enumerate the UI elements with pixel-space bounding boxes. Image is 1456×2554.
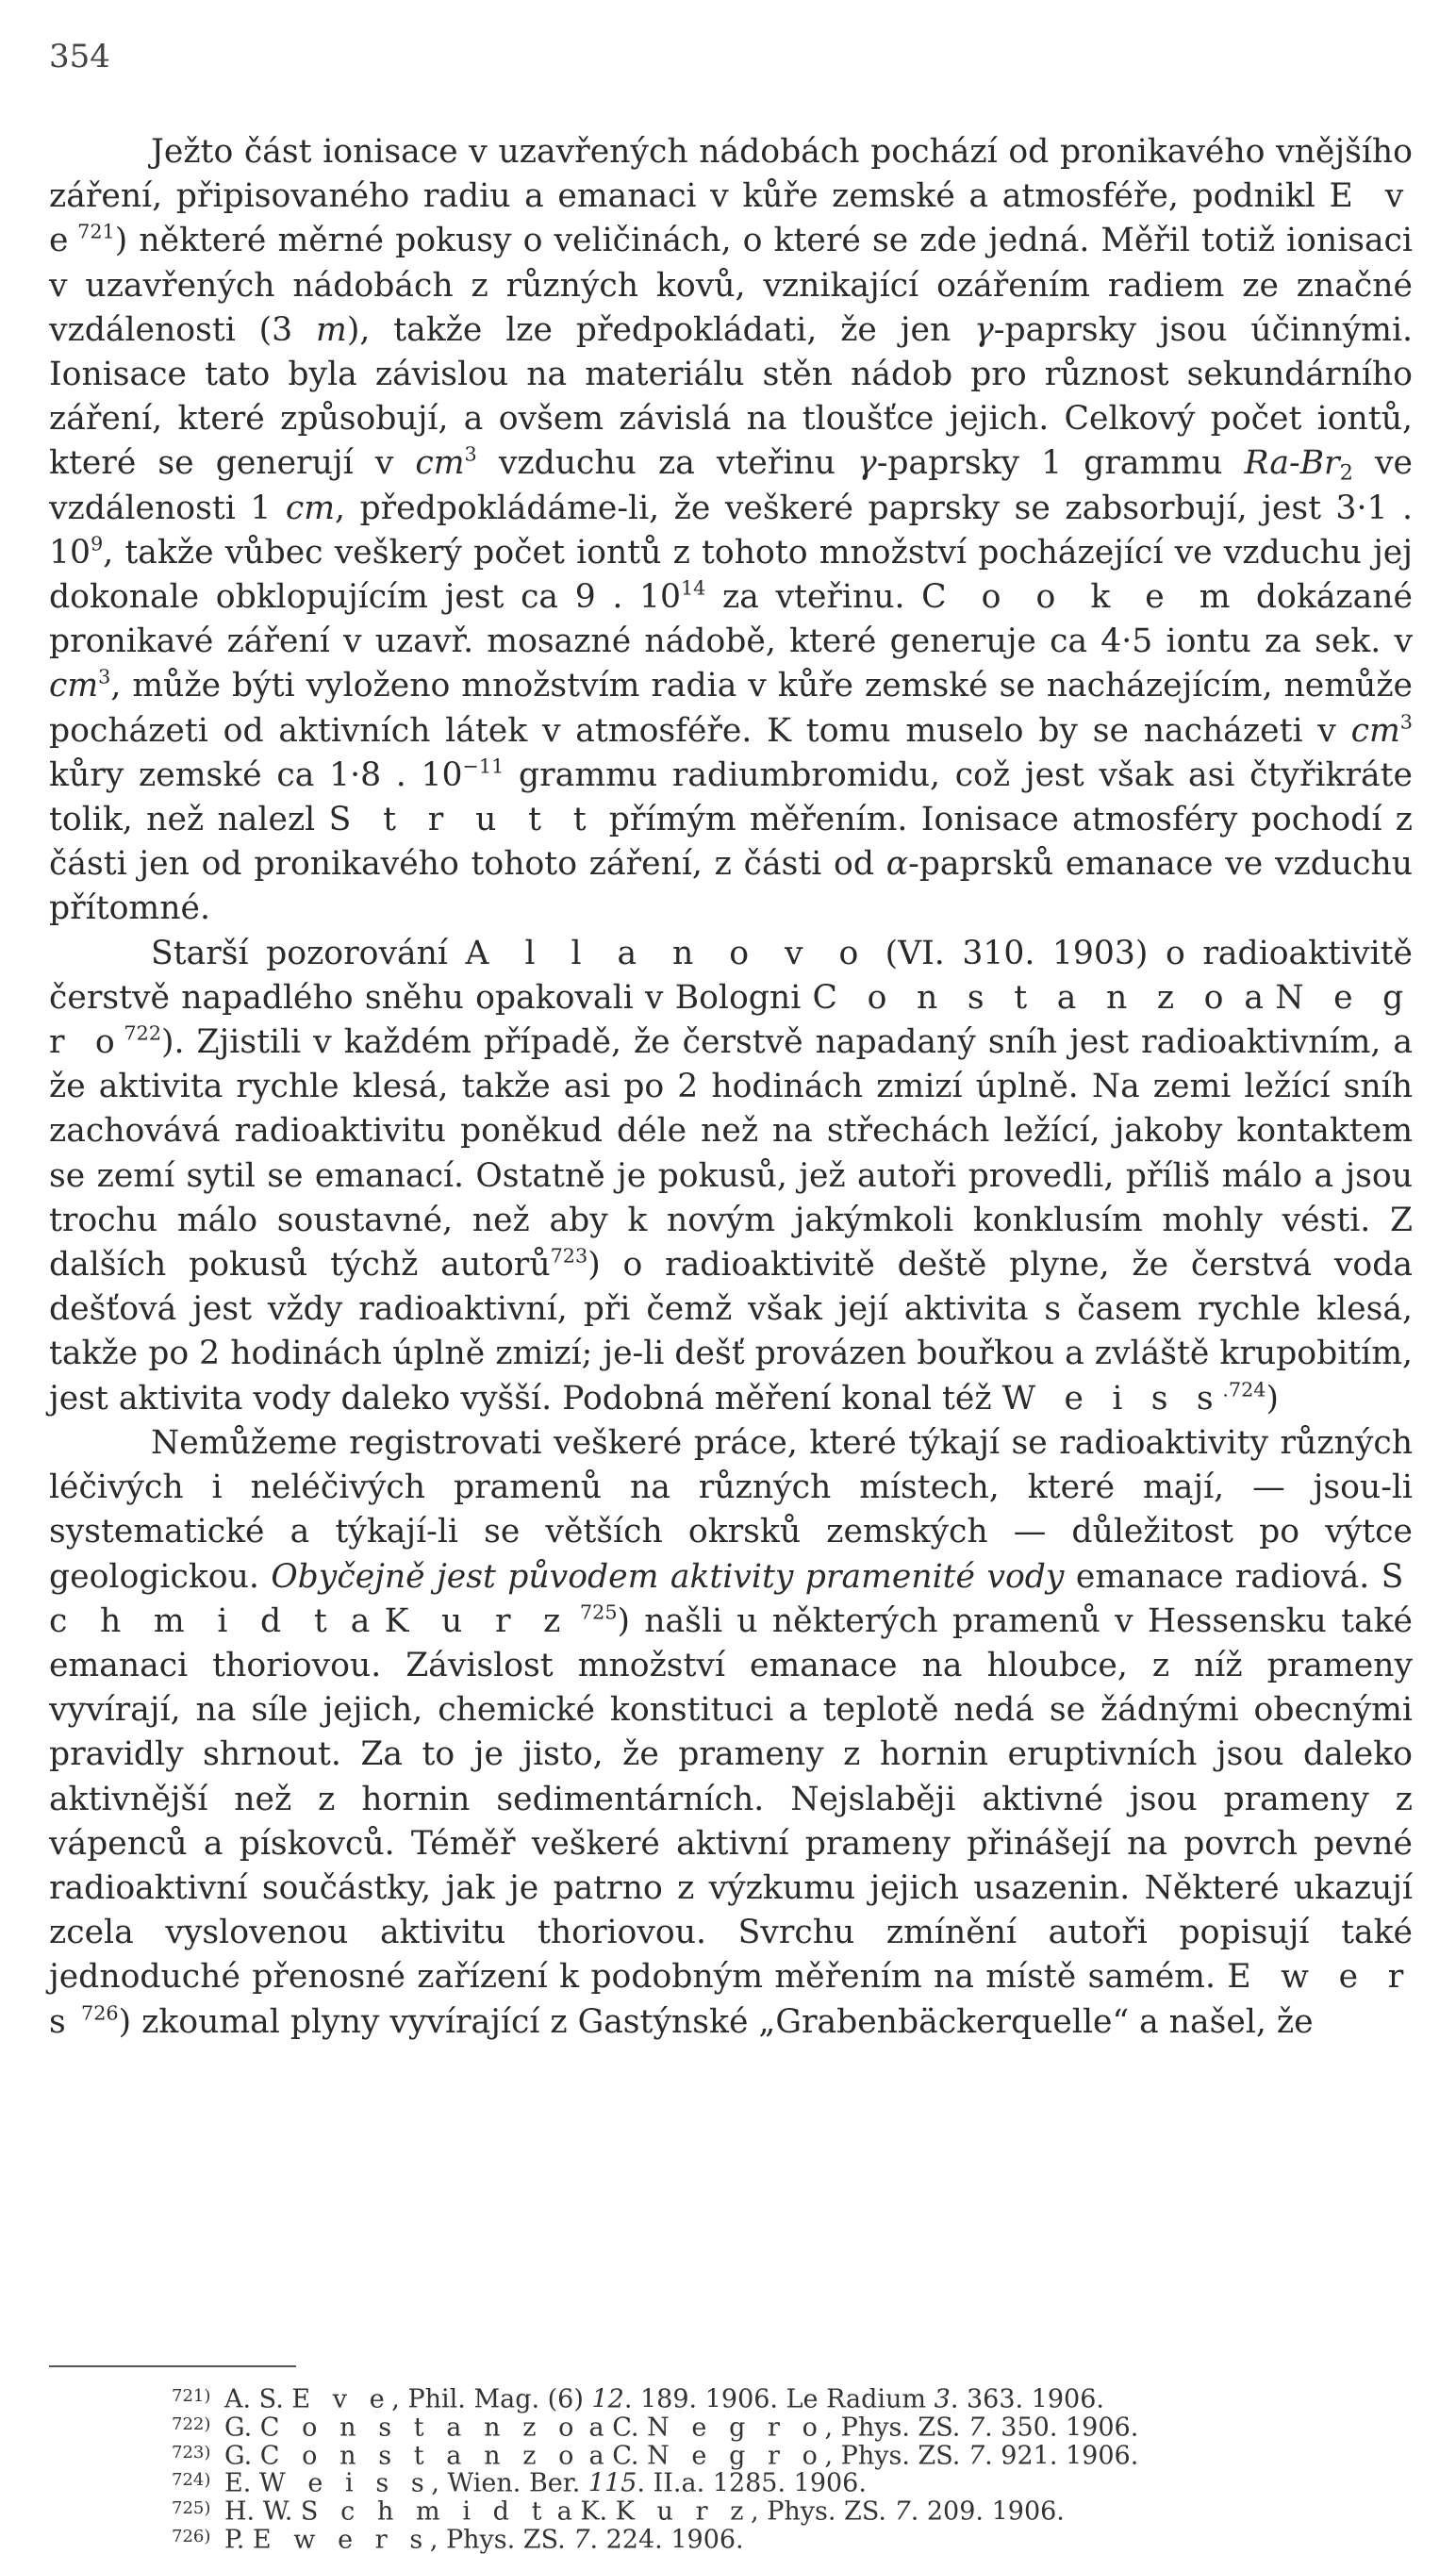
text-run: ) zkoumal plyny vyvírající z Gastýnské „Grabenbäckerquelle“ a našel, že	[118, 2002, 1314, 2041]
footnote-number: 722)	[172, 2413, 211, 2434]
author-name: N e g r o	[49, 978, 1413, 1062]
text-run: , takže vůbec veškerý počet iontů z tohoto množství pocházející ve vzduchu jej dokonale obklopujícím jest ca 9 . 10	[49, 533, 1413, 617]
subscript: 2	[1339, 461, 1353, 487]
author-name: C o n s t a n z o	[812, 978, 1233, 1017]
text-run: Ježto část ionisace v uzavřených nádobách pochází od pronikavého vnějšího záření, připisovaného radiu a emanaci v kůře zemské a atmosféře, podnikl	[49, 133, 1413, 216]
footnote	[172, 2468, 1416, 2496]
paragraph	[49, 932, 1413, 1421]
author-name: C o n s t a n z o	[259, 2440, 581, 2470]
italic-text: 7	[968, 2413, 985, 2443]
body-text	[49, 130, 1413, 2045]
author-name: E v e	[291, 2384, 392, 2414]
superscript: 721	[77, 220, 115, 243]
footnote-text	[224, 2413, 1138, 2442]
superscript: 723	[550, 1244, 588, 1268]
author-name: S c h m i d t	[49, 1557, 1413, 1640]
text-run: , Wien. Ber.	[431, 2468, 588, 2498]
text-run: H. W.	[224, 2496, 301, 2527]
text-run: za vteřinu.	[705, 578, 922, 617]
author-name: S c h m i d t	[300, 2496, 550, 2527]
text-run: , Phys. ZS.	[824, 2440, 968, 2470]
superscript: 725	[570, 1600, 618, 1624]
text-run: grammu radiumbromidu, což jest však asi čtyřikráte tolik, než nalezl	[49, 755, 1413, 839]
text-run: . 921. 1906.	[984, 2440, 1139, 2470]
text-run: . II.a. 1285. 1906.	[637, 2468, 867, 2498]
author-name: E w e r s	[252, 2525, 430, 2554]
text-run: -paprsky jsou účinnými. Ionisace tato byla závislou na materiálu stěn nádob pro různost sekundárního záření, které způsobují, a ovšem závislá na tloušťce jejich. Celkový počet iontů, které se generují v	[49, 310, 1413, 483]
text-run: G.	[224, 2413, 260, 2443]
author-name: S t r u t t	[328, 801, 596, 839]
superscript: 722	[124, 1021, 162, 1045]
paragraph	[49, 130, 1413, 932]
author-name: W e i s s	[258, 2468, 432, 2498]
text-run: , Phys. ZS.	[429, 2525, 574, 2554]
footnote-separator	[49, 2365, 296, 2367]
text-run: ) o radioaktivitě deště plyne, že čerstvá voda dešťová jest vždy radioaktivní, při čemž však její aktivita s časem rychle klesá, takže po 2 hodinách úplně zmizí; je-li dešť provázen bouřkou a zvláště krupobitím, jest aktivita vody daleko vyšší. Podobná měření konal též	[49, 1246, 1413, 1418]
italic-text: Obyčejně jest původem aktivity pramenité vody	[271, 1557, 1065, 1596]
superscript: 14	[680, 576, 706, 600]
footnote-number: 723)	[172, 2442, 211, 2463]
footnote-text	[224, 2469, 867, 2498]
italic-text: 12	[591, 2384, 624, 2414]
superscript: 3	[98, 665, 111, 688]
text-run: a C.	[580, 2440, 648, 2470]
footnote-number: 721)	[172, 2386, 211, 2406]
italic-text: 7	[573, 2525, 590, 2554]
footnote-text	[224, 2441, 1138, 2470]
text-run: kůry zemské ca 1·8 . 10	[49, 755, 463, 794]
text-run: P.	[224, 2525, 253, 2554]
italic-text: 7	[968, 2440, 985, 2470]
text-run: . 350. 1906.	[984, 2413, 1139, 2443]
superscript: 3	[464, 442, 477, 466]
text-run: A. S.	[224, 2384, 292, 2414]
page-number: 354	[49, 38, 110, 75]
italic-text: cm	[285, 489, 335, 527]
author-name: N e g r o	[647, 2440, 825, 2470]
text-run: a K.	[549, 2496, 616, 2527]
text-run: -paprsky 1 grammu	[876, 444, 1245, 483]
text-run: (VI. 310. 1903) o radioaktivitě čerstvě napadlého sněhu opakovali v Bologni	[49, 934, 1413, 1017]
footnote-text	[224, 2384, 1104, 2413]
footnote-number: 726)	[172, 2526, 211, 2546]
text-run: , může býti vyloženo množstvím radia v kůře zemské se nacházejícím, nemůže pocházeti od aktivních látek v atmosféře. K tomu muselo by se nacházeti v	[49, 667, 1413, 750]
footnote	[172, 2413, 1416, 2441]
text-run: , Phys. ZS.	[824, 2413, 968, 2443]
author-name: C o o k e m	[921, 578, 1240, 617]
italic-text: Ra-Br	[1244, 444, 1340, 483]
text-run: vzduchu za vteřinu	[476, 444, 858, 483]
text-run: , Phil. Mag. (6)	[391, 2384, 592, 2414]
text-run: . 189. 1906. Le Radium	[623, 2384, 935, 2414]
italic-text: 115	[587, 2468, 637, 2498]
footnote	[172, 2525, 1416, 2553]
superscript: 3	[1399, 710, 1413, 734]
footnote	[172, 2441, 1416, 2469]
footnote	[172, 2384, 1416, 2413]
superscript: 9	[91, 532, 104, 556]
text-run: )	[1266, 1379, 1279, 1418]
text-run: ) některé měrné pokusy o veličinách, o které se zde jedná. Měřil totiž ionisaci v uzavřených nádobách z různých kovů, vznikající ozářením radiem ze značné vzdálenosti (3	[49, 222, 1413, 349]
text-run: a	[336, 1601, 385, 1640]
italic-text: γ	[974, 310, 994, 349]
text-run: přímým měřením. Ionisace atmosféry pochodí z části jen od pronikavého tohoto záření, z části od	[49, 801, 1413, 884]
text-run: ) našli u některých pramenů v Hessensku také emanaci thoriovou. Závislost množství emanace na hloubce, z níž prameny vyvírají, na síle jejich, chemické konstituci a teplotě nedá se žádnými obecnými pravidly shrnout. Za to je jisto, že prameny z hornin eruptivních jsou daleko aktivnější než z hornin sedimentárních. Nejslaběji aktivné jsou prameny z vápenců a pískovců. Téměř veškeré aktivní prameny přinášejí na povrch pevné radioaktivní součástky, jak je patrno z výzkumu jejich usazenin. Některé ukazují zcela vyslovenou aktivitu thoriovou. Svrchu zmínění autoři popisují také jednoduché přenosné zařízení k podobným měřením na místě samém.	[49, 1601, 1413, 1997]
footnote-text	[224, 2496, 1065, 2526]
text-run: G.	[224, 2440, 260, 2470]
author-name: E w e r s	[49, 1958, 1413, 2041]
paragraph	[49, 1421, 1413, 2045]
author-name: K u r z	[615, 2496, 752, 2527]
footnotes	[172, 2384, 1416, 2553]
text-run: Starší pozorování	[151, 934, 466, 972]
author-name: A l l a n o v o	[465, 934, 869, 972]
author-name: C o n s t a n z o	[259, 2413, 581, 2443]
footnote-number: 724)	[172, 2470, 211, 2491]
text-run: dokázané pronikavé záření v uzavř. mosazné nádobě, které generuje ca 4·5 iontu za sek. v	[49, 578, 1413, 661]
author-name: W e i s s	[1001, 1379, 1223, 1418]
italic-text: 7	[894, 2496, 911, 2527]
author-name: E v e	[49, 177, 1413, 260]
superscript: .724	[1222, 1378, 1266, 1401]
text-run: ve vzdálenosti 1	[49, 444, 1413, 527]
text-run: a	[1233, 978, 1276, 1017]
text-run: . 224. 1906.	[589, 2525, 744, 2554]
text-run: . 209. 1906.	[910, 2496, 1065, 2527]
superscript: 726	[74, 2001, 119, 2025]
text-run: , Phys. ZS.	[751, 2496, 895, 2527]
text-run: -paprsků emanace ve vzduchu přítomné.	[49, 845, 1414, 928]
italic-text: 3	[934, 2384, 951, 2414]
author-name: N e g r o	[647, 2413, 825, 2443]
author-name: K u r z	[384, 1601, 571, 1640]
text-run: a C.	[580, 2413, 648, 2443]
superscript: −11	[462, 755, 505, 778]
italic-text: α	[885, 845, 909, 884]
text-run: Nemůžeme registrovati veškeré práce, které týkají se radioaktivity různých léčivých i neléčivých pramenů na různých místech, které mají, — jsou-li systematické a týkají-li se větších okrsků zemských — důležitost po výtce geologickou.	[49, 1423, 1413, 1596]
text-run: emanace radiová.	[1064, 1557, 1382, 1596]
text-run: ), takže lze předpokládati, že jen	[346, 310, 975, 349]
footnote	[172, 2496, 1416, 2525]
text-run: , předpokládáme-li, že veškeré paprsky se zabsorbují, jest 3·1 . 10	[49, 489, 1413, 572]
footnote-number: 725)	[172, 2498, 211, 2519]
text-run: ). Zjistili v každém případě, že čerstvě napadaný sníh jest radioaktivním, a že aktivita rychle klesá, takže asi po 2 hodinách zmizí úplně. Na zemi ležící sníh zachovává radioaktivitu poněkud déle než na střechách ležící, jakoby kontaktem se zemí sytil se emanací. Ostatně je pokusů, jež autoři provedli, příliš málo a jsou trochu málo soustavné, než aby k novým jakýmkoli konklusím mohly vésti. Z dalších pokusů týchž autorů	[49, 1023, 1413, 1285]
text-run: E.	[224, 2468, 259, 2498]
footnote-text	[224, 2525, 744, 2554]
italic-text: γ	[857, 444, 877, 483]
italic-text: cm	[49, 667, 99, 705]
italic-text: m	[316, 310, 347, 349]
text-run: . 363. 1906.	[950, 2384, 1104, 2414]
italic-text: cm	[415, 444, 465, 483]
italic-text: cm	[1350, 711, 1400, 750]
